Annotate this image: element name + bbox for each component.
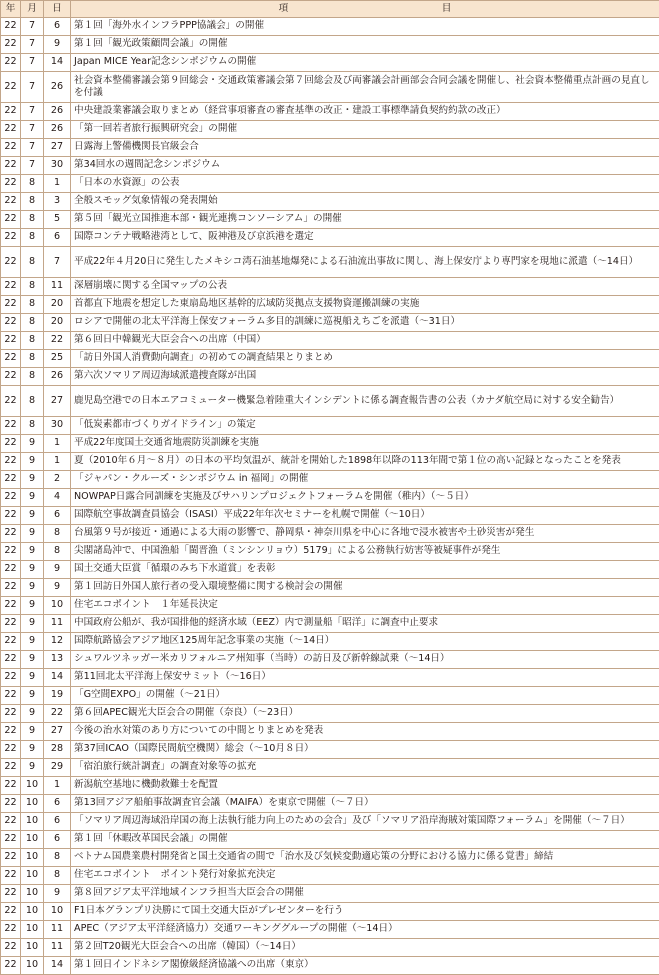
table-row <box>1 471 659 489</box>
cell-year: 22 <box>1 903 21 921</box>
cell-day: 27 <box>44 386 71 417</box>
table-row <box>1 332 659 350</box>
cell-item: 鹿児島空港での日本エアコミューター機緊急着陸重大インシデントに係る調査報告書の公表（カナダ航空局に対する安全勧告） <box>71 386 659 417</box>
table-row <box>1 54 659 72</box>
cell-month: 10 <box>21 867 44 885</box>
cell-year: 22 <box>1 615 21 633</box>
cell-day: 7 <box>44 247 71 278</box>
cell-year: 22 <box>1 705 21 723</box>
cell-day: 11 <box>44 939 71 957</box>
cell-month: 9 <box>21 615 44 633</box>
cell-item: 第６回日中韓観光大臣会合への出席（中国） <box>71 332 659 350</box>
table-row <box>1 813 659 831</box>
cell-year: 22 <box>1 121 21 139</box>
cell-day: 1 <box>44 777 71 795</box>
cell-month: 9 <box>21 705 44 723</box>
cell-month: 10 <box>21 921 44 939</box>
cell-month: 9 <box>21 471 44 489</box>
cell-year: 22 <box>1 229 21 247</box>
table-row <box>1 175 659 193</box>
cell-item: 国際航路協会アジア地区125周年記念事業の実施（～14日） <box>71 633 659 651</box>
cell-year: 22 <box>1 741 21 759</box>
cell-year: 22 <box>1 72 21 103</box>
cell-month: 8 <box>21 296 44 314</box>
cell-day: 6 <box>44 18 71 36</box>
cell-year: 22 <box>1 296 21 314</box>
cell-day: 4 <box>44 489 71 507</box>
cell-month: 7 <box>21 36 44 54</box>
cell-item: 「訪日外国人消費動向調査」の初めての調査結果とりまとめ <box>71 350 659 368</box>
cell-day: 8 <box>44 867 71 885</box>
cell-month: 9 <box>21 525 44 543</box>
cell-day: 11 <box>44 278 71 296</box>
table-row <box>1 651 659 669</box>
cell-month: 7 <box>21 72 44 103</box>
cell-year: 22 <box>1 849 21 867</box>
cell-item: 「宿泊旅行統計調査」の調査対象等の拡充 <box>71 759 659 777</box>
table-row <box>1 193 659 211</box>
table-row <box>1 386 659 417</box>
cell-year: 22 <box>1 687 21 705</box>
table-row <box>1 597 659 615</box>
cell-item: Japan MICE Year記念シンポジウムの開催 <box>71 54 659 72</box>
cell-day: 8 <box>44 849 71 867</box>
cell-item: シュワルツネッガー米カリフォルニア州知事（当時）の訪日及び新幹線試乗（～14日） <box>71 651 659 669</box>
table-row <box>1 211 659 229</box>
cell-month: 8 <box>21 332 44 350</box>
cell-month: 9 <box>21 759 44 777</box>
cell-month: 8 <box>21 368 44 386</box>
header-day: 日 <box>44 1 71 18</box>
table-row <box>1 561 659 579</box>
cell-month: 9 <box>21 633 44 651</box>
table-header <box>1 1 659 18</box>
cell-day: 14 <box>44 669 71 687</box>
cell-month: 9 <box>21 453 44 471</box>
table-row <box>1 453 659 471</box>
cell-month: 10 <box>21 849 44 867</box>
cell-month: 9 <box>21 543 44 561</box>
table-row <box>1 278 659 296</box>
cell-year: 22 <box>1 18 21 36</box>
cell-item: 「低炭素都市づくりガイドライン」の策定 <box>71 417 659 435</box>
cell-day: 27 <box>44 723 71 741</box>
cell-day: 8 <box>44 525 71 543</box>
cell-year: 22 <box>1 103 21 121</box>
table-row <box>1 939 659 957</box>
cell-year: 22 <box>1 669 21 687</box>
cell-day: 27 <box>44 139 71 157</box>
cell-item: 「ソマリア周辺海域沿岸国の海上法執行能力向上のための会合」及び「ソマリア沿岸海賊対策国際フォーラム」を開催（～７日） <box>71 813 659 831</box>
cell-item: 第１回日インドネシア閣僚級経済協議への出席（東京） <box>71 957 659 975</box>
table-row <box>1 885 659 903</box>
cell-year: 22 <box>1 417 21 435</box>
cell-day: 29 <box>44 759 71 777</box>
cell-item: 社会資本整備審議会第９回総会・交通政策審議会第７回総会及び両審議会計画部会合同会議を開催し、社会資本整備重点計画の見直しを付議 <box>71 72 659 103</box>
table-row <box>1 229 659 247</box>
table-row <box>1 18 659 36</box>
cell-item: 深層崩壊に関する全国マップの公表 <box>71 278 659 296</box>
cell-item: NOWPAP日露合同訓練を実施及びサハリンプロジェクトフォーラムを開催（稚内）（～５日） <box>71 489 659 507</box>
cell-year: 22 <box>1 36 21 54</box>
table-row <box>1 157 659 175</box>
table-row <box>1 525 659 543</box>
cell-item: 全般スモッグ気象情報の発表開始 <box>71 193 659 211</box>
cell-year: 22 <box>1 157 21 175</box>
cell-item: 国際コンテナ戦略港湾として、阪神港及び京浜港を選定 <box>71 229 659 247</box>
cell-month: 9 <box>21 651 44 669</box>
table-row <box>1 777 659 795</box>
header-row <box>1 1 659 18</box>
table-row <box>1 417 659 435</box>
cell-month: 8 <box>21 386 44 417</box>
cell-item: 夏（2010年６月～８月）の日本の平均気温が、統計を開始した1898年以降の113年間で第１位の高い記録となったことを発表 <box>71 453 659 471</box>
cell-month: 9 <box>21 723 44 741</box>
cell-item: 「日本の水資源」の公表 <box>71 175 659 193</box>
table-row <box>1 350 659 368</box>
cell-year: 22 <box>1 759 21 777</box>
cell-month: 7 <box>21 121 44 139</box>
cell-day: 26 <box>44 103 71 121</box>
cell-year: 22 <box>1 543 21 561</box>
cell-month: 8 <box>21 278 44 296</box>
cell-item: 第11回北太平洋海上保安サミット（～16日） <box>71 669 659 687</box>
cell-year: 22 <box>1 525 21 543</box>
cell-month: 10 <box>21 813 44 831</box>
cell-year: 22 <box>1 813 21 831</box>
cell-year: 22 <box>1 314 21 332</box>
cell-item: 中央建設業審議会取りまとめ（経営事項審査の審査基準の改正・建設工事標準請負契約約款の改正） <box>71 103 659 121</box>
cell-year: 22 <box>1 597 21 615</box>
cell-day: 9 <box>44 36 71 54</box>
cell-month: 9 <box>21 597 44 615</box>
cell-item: 第37回ICAO（国際民間航空機関）総会（～10月８日） <box>71 741 659 759</box>
table-row <box>1 36 659 54</box>
cell-day: 1 <box>44 435 71 453</box>
cell-month: 9 <box>21 561 44 579</box>
cell-day: 5 <box>44 211 71 229</box>
cell-item: 国土交通大臣賞「循環のみち下水道賞」を表彰 <box>71 561 659 579</box>
cell-day: 9 <box>44 885 71 903</box>
cell-month: 10 <box>21 831 44 849</box>
cell-day: 2 <box>44 471 71 489</box>
cell-year: 22 <box>1 723 21 741</box>
cell-day: 30 <box>44 157 71 175</box>
table-row <box>1 121 659 139</box>
cell-year: 22 <box>1 453 21 471</box>
cell-day: 3 <box>44 193 71 211</box>
cell-item: 第34回水の週間記念シンポジウム <box>71 157 659 175</box>
cell-year: 22 <box>1 885 21 903</box>
cell-month: 8 <box>21 314 44 332</box>
cell-year: 22 <box>1 175 21 193</box>
cell-year: 22 <box>1 435 21 453</box>
cell-item: 「第一回若者旅行振興研究会」の開催 <box>71 121 659 139</box>
cell-day: 13 <box>44 651 71 669</box>
cell-month: 9 <box>21 669 44 687</box>
table-row <box>1 507 659 525</box>
cell-year: 22 <box>1 579 21 597</box>
table-row <box>1 579 659 597</box>
cell-day: 10 <box>44 903 71 921</box>
header-year: 年 <box>1 1 21 18</box>
cell-item: 日露海上警備機関長官級会合 <box>71 139 659 157</box>
cell-item: 首都直下地震を想定した東扇島地区基幹的広域防災拠点支援物資運搬訓練の実施 <box>71 296 659 314</box>
cell-year: 22 <box>1 139 21 157</box>
cell-item: 尖閣諸島沖で、中国漁船「閩晋漁（ミンシンリョウ）5179」による公務執行妨害等被疑事件が発生 <box>71 543 659 561</box>
table-row <box>1 849 659 867</box>
cell-day: 14 <box>44 54 71 72</box>
cell-year: 22 <box>1 489 21 507</box>
cell-item: 第13回アジア船舶事故調査官会議（MAIFA）を東京で開催（～７日） <box>71 795 659 813</box>
cell-year: 22 <box>1 921 21 939</box>
table-row <box>1 435 659 453</box>
cell-day: 10 <box>44 597 71 615</box>
cell-item: 第２回T20観光大臣会合への出席（韓国）（～14日） <box>71 939 659 957</box>
cell-month: 10 <box>21 795 44 813</box>
cell-month: 8 <box>21 417 44 435</box>
table-row <box>1 705 659 723</box>
cell-item: 住宅エコポイント １年延長決定 <box>71 597 659 615</box>
cell-year: 22 <box>1 471 21 489</box>
cell-item: ベトナム国農業農村開発省と国土交通省の間で「治水及び気候変動適応策の分野における協力に係る覚書」締結 <box>71 849 659 867</box>
cell-day: 6 <box>44 507 71 525</box>
cell-item: 第５回「観光立国推進本部・観光連携コンソーシアム」の開催 <box>71 211 659 229</box>
cell-month: 8 <box>21 175 44 193</box>
cell-day: 12 <box>44 633 71 651</box>
cell-day: 26 <box>44 72 71 103</box>
table-row <box>1 296 659 314</box>
cell-year: 22 <box>1 350 21 368</box>
cell-item: 平成22年度国土交通省地震防災訓練を実施 <box>71 435 659 453</box>
table-row <box>1 831 659 849</box>
cell-year: 22 <box>1 777 21 795</box>
cell-month: 9 <box>21 579 44 597</box>
cell-month: 8 <box>21 350 44 368</box>
cell-item: 第８回アジア太平洋地域インフラ担当大臣会合の開催 <box>71 885 659 903</box>
table-row <box>1 72 659 103</box>
cell-item: ロシアで開催の北太平洋海上保安フォーラム多目的訓練に巡視船えちごを派遣（～31日） <box>71 314 659 332</box>
cell-month: 8 <box>21 229 44 247</box>
cell-day: 6 <box>44 795 71 813</box>
table-row <box>1 669 659 687</box>
cell-day: 22 <box>44 705 71 723</box>
cell-day: 26 <box>44 368 71 386</box>
cell-day: 28 <box>44 741 71 759</box>
table-row <box>1 368 659 386</box>
cell-day: 9 <box>44 579 71 597</box>
cell-year: 22 <box>1 211 21 229</box>
cell-item: 今後の治水対策のあり方についての中間とりまとめを発表 <box>71 723 659 741</box>
cell-year: 22 <box>1 957 21 975</box>
cell-month: 8 <box>21 193 44 211</box>
cell-month: 10 <box>21 939 44 957</box>
cell-item: 中国政府公船が、我が国排他的経済水域（EEZ）内で測量船「昭洋」に調査中止要求 <box>71 615 659 633</box>
cell-item: 「G空間EXPO」の開催（～21日） <box>71 687 659 705</box>
cell-year: 22 <box>1 507 21 525</box>
cell-day: 6 <box>44 831 71 849</box>
cell-item: 住宅エコポイント ポイント発行対象拡充決定 <box>71 867 659 885</box>
cell-month: 7 <box>21 18 44 36</box>
cell-day: 26 <box>44 121 71 139</box>
cell-year: 22 <box>1 386 21 417</box>
cell-item: 第１回「海外水インフラPPP協議会」の開催 <box>71 18 659 36</box>
table-row <box>1 867 659 885</box>
cell-month: 9 <box>21 741 44 759</box>
table-row <box>1 314 659 332</box>
cell-year: 22 <box>1 193 21 211</box>
table-row <box>1 759 659 777</box>
cell-month: 8 <box>21 247 44 278</box>
table-row <box>1 489 659 507</box>
cell-item: 第１回訪日外国人旅行者の受入環境整備に関する検討会の開催 <box>71 579 659 597</box>
cell-day: 1 <box>44 453 71 471</box>
cell-year: 22 <box>1 633 21 651</box>
cell-item: 国際航空事故調査員協会（ISASI）平成22年年次セミナーを札幌で開催（～10日） <box>71 507 659 525</box>
cell-item: F1日本グランプリ決勝にて国土交通大臣がプレゼンターを行う <box>71 903 659 921</box>
table-row <box>1 723 659 741</box>
cell-day: 11 <box>44 921 71 939</box>
cell-item: 第１回「観光政策顧問会議」の開催 <box>71 36 659 54</box>
table-row <box>1 687 659 705</box>
cell-item: 第１回「休暇改革国民会議」の開催 <box>71 831 659 849</box>
cell-day: 30 <box>44 417 71 435</box>
cell-item: 第６回APEC観光大臣会合の開催（奈良）（～23日） <box>71 705 659 723</box>
cell-month: 7 <box>21 103 44 121</box>
cell-day: 11 <box>44 615 71 633</box>
cell-day: 6 <box>44 229 71 247</box>
table-row <box>1 957 659 975</box>
cell-month: 10 <box>21 777 44 795</box>
cell-year: 22 <box>1 651 21 669</box>
cell-year: 22 <box>1 561 21 579</box>
table-row <box>1 921 659 939</box>
cell-month: 10 <box>21 957 44 975</box>
cell-day: 20 <box>44 314 71 332</box>
header-month: 月 <box>21 1 44 18</box>
cell-year: 22 <box>1 278 21 296</box>
table-row <box>1 103 659 121</box>
table-row <box>1 247 659 278</box>
cell-year: 22 <box>1 939 21 957</box>
cell-month: 7 <box>21 139 44 157</box>
cell-item: 台風第９号が接近・通過による大雨の影響で、静岡県・神奈川県を中心に各地で浸水被害や土砂災害が発生 <box>71 525 659 543</box>
header-item: 項 目 <box>71 1 659 18</box>
cell-day: 9 <box>44 561 71 579</box>
cell-month: 8 <box>21 211 44 229</box>
cell-day: 6 <box>44 813 71 831</box>
cell-day: 19 <box>44 687 71 705</box>
cell-day: 14 <box>44 957 71 975</box>
table-row <box>1 795 659 813</box>
cell-day: 22 <box>44 332 71 350</box>
cell-month: 7 <box>21 157 44 175</box>
table-row <box>1 741 659 759</box>
cell-year: 22 <box>1 831 21 849</box>
cell-item: 第六次ソマリア周辺海域派遣捜査隊が出国 <box>71 368 659 386</box>
cell-month: 9 <box>21 489 44 507</box>
cell-day: 25 <box>44 350 71 368</box>
table-row <box>1 615 659 633</box>
cell-month: 9 <box>21 435 44 453</box>
cell-item: 平成22年４月20日に発生したメキシコ湾石油基地爆発による石油流出事故に関し、海上保安庁より専門家を現地に派遣（～14日） <box>71 247 659 278</box>
cell-item: 「ジャパン・クルーズ・シンポジウム in 福岡」の開催 <box>71 471 659 489</box>
cell-month: 10 <box>21 903 44 921</box>
cell-month: 10 <box>21 885 44 903</box>
cell-year: 22 <box>1 54 21 72</box>
cell-item: APEC（アジア太平洋経済協力）交通ワーキンググループの開催（～14日） <box>71 921 659 939</box>
table-row <box>1 139 659 157</box>
cell-year: 22 <box>1 867 21 885</box>
table-body <box>1 18 659 975</box>
cell-year: 22 <box>1 332 21 350</box>
cell-year: 22 <box>1 247 21 278</box>
cell-day: 1 <box>44 175 71 193</box>
table-row <box>1 633 659 651</box>
cell-day: 8 <box>44 543 71 561</box>
cell-month: 7 <box>21 54 44 72</box>
cell-year: 22 <box>1 795 21 813</box>
cell-day: 20 <box>44 296 71 314</box>
cell-month: 9 <box>21 507 44 525</box>
cell-year: 22 <box>1 368 21 386</box>
table-row <box>1 903 659 921</box>
cell-item: 新潟航空基地に機動救難士を配置 <box>71 777 659 795</box>
cell-month: 9 <box>21 687 44 705</box>
table-row <box>1 543 659 561</box>
